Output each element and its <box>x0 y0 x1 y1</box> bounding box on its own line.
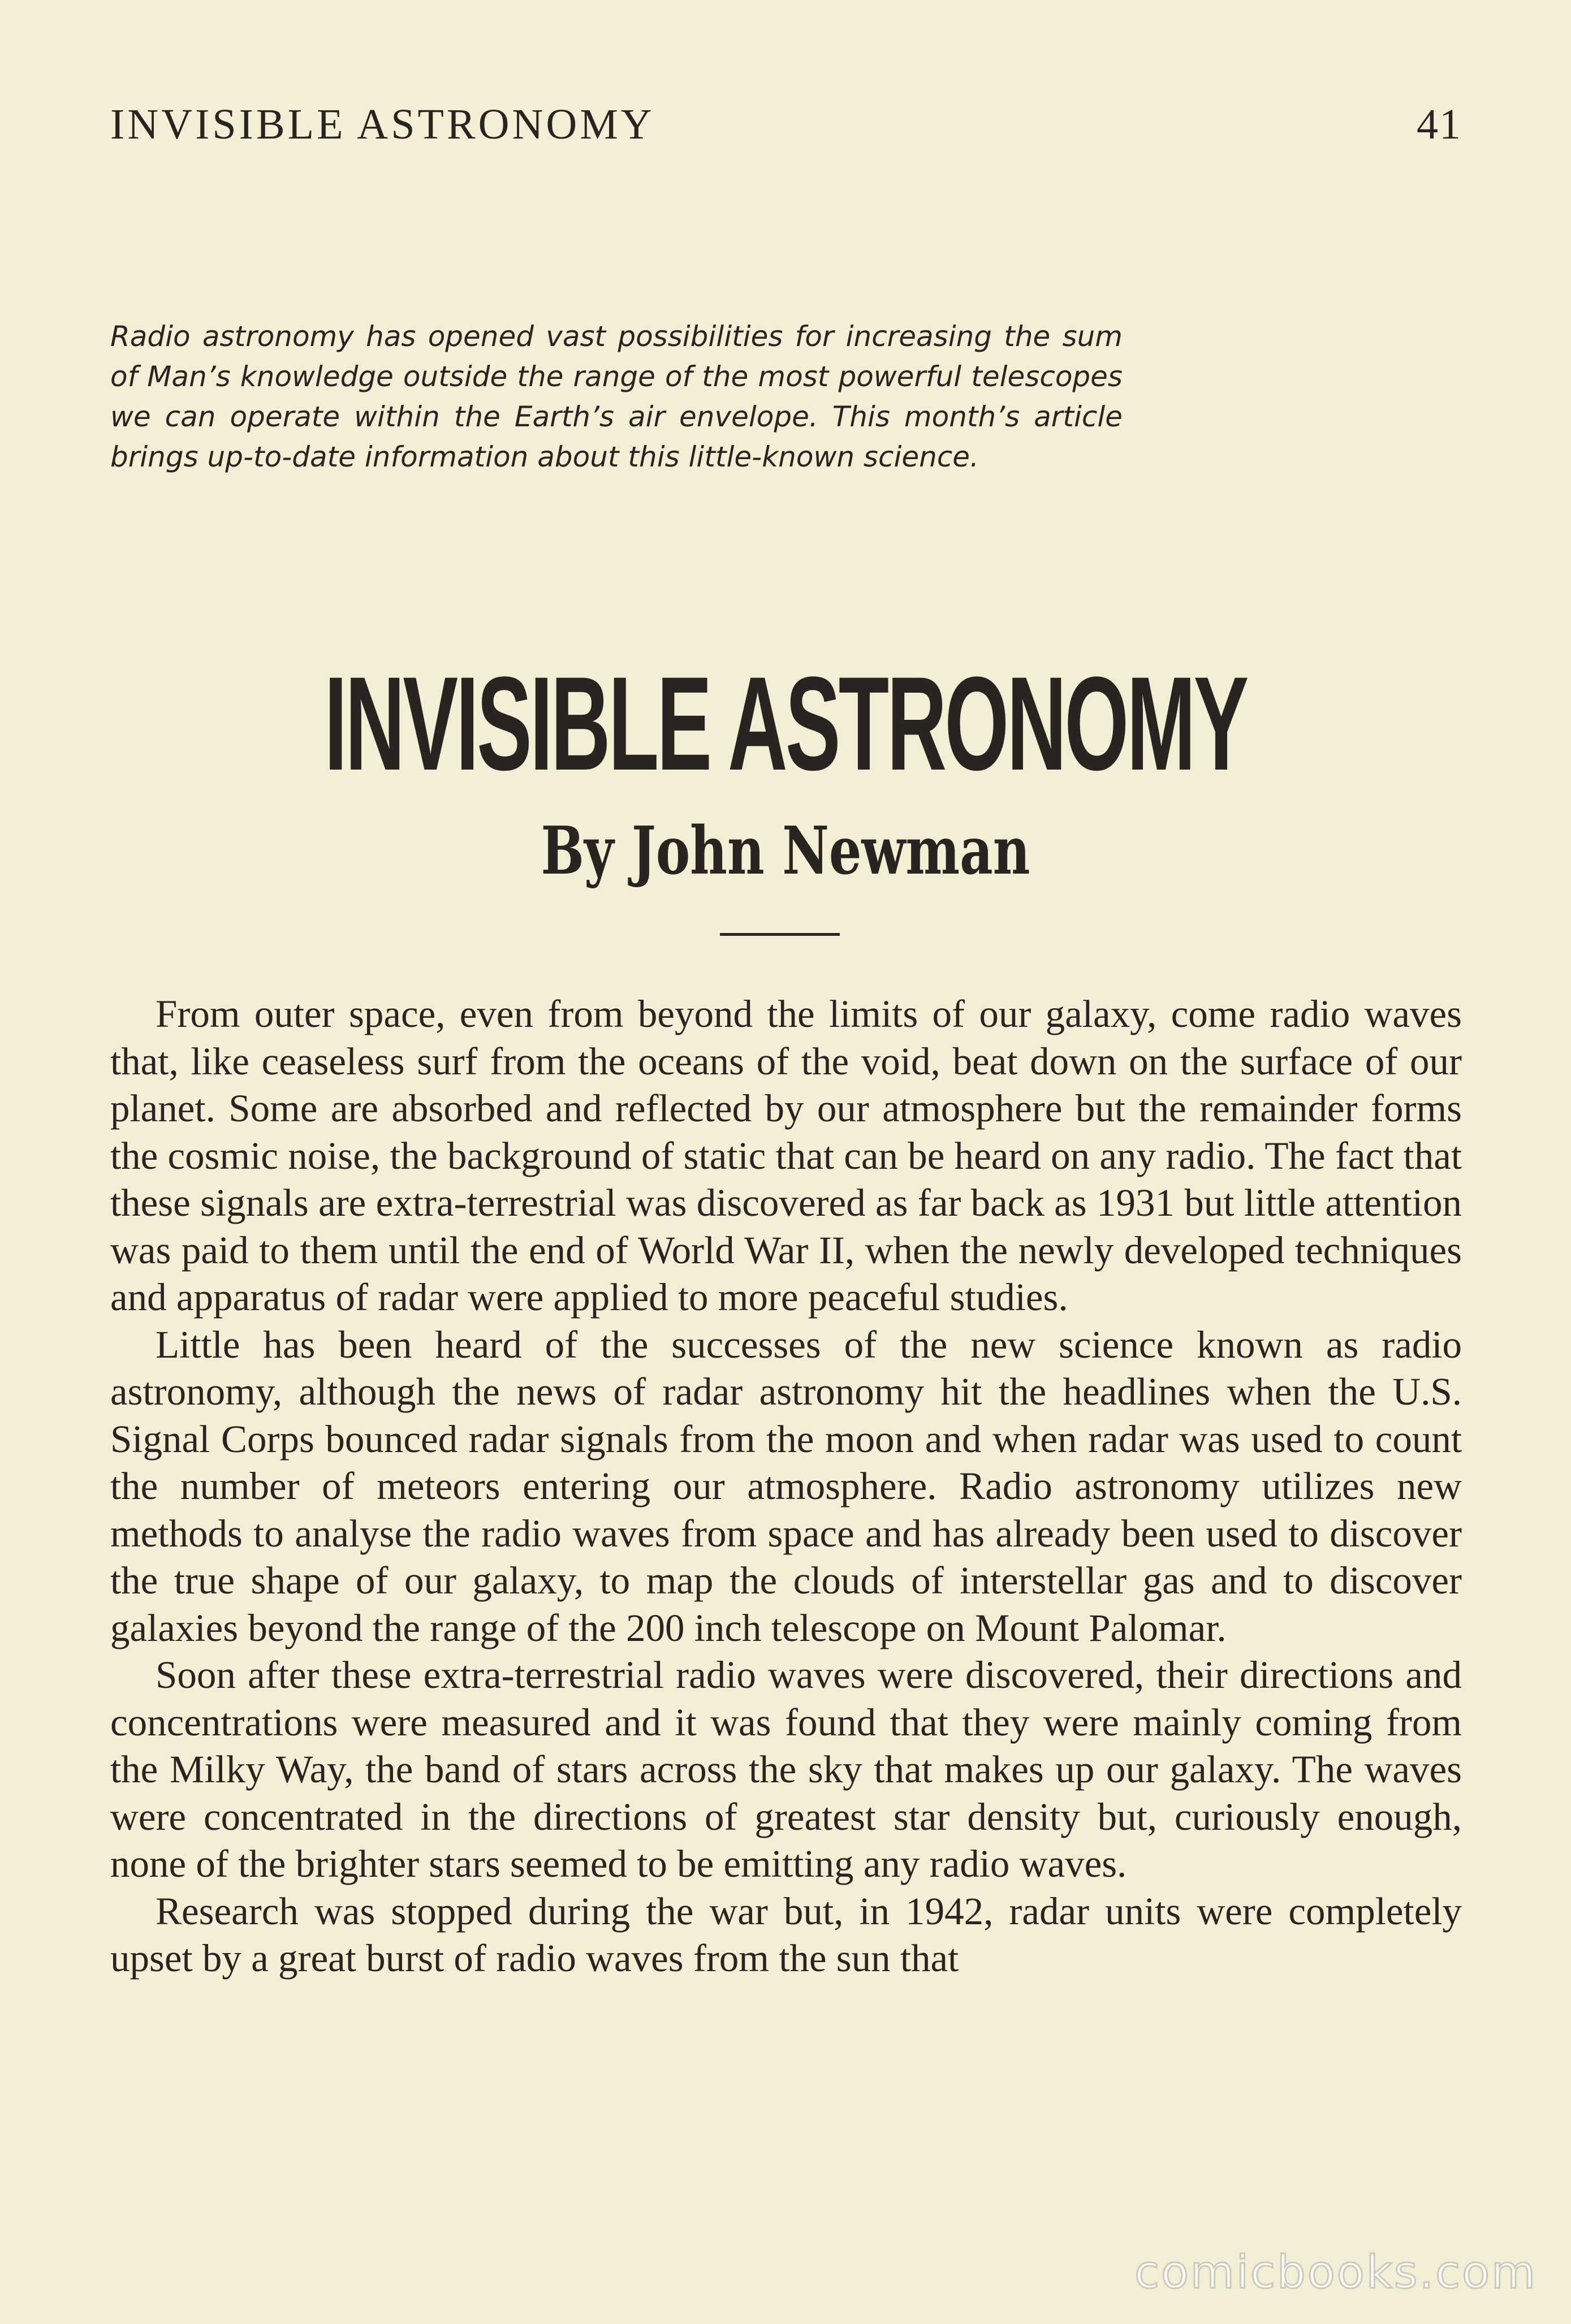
running-head <box>110 93 1462 155</box>
body-paragraph: Soon after these extra-terrestrial radio waves were discovered, their directions and concentrations were measured and it was found that they were mainly coming from the Milky Way, the band of stars across the sky that makes up our galaxy. The waves were concentrated in the directions of greatest star density but, curiously enough, none of the brighter stars seemed to be emitting any radio waves. <box>110 1653 1462 1885</box>
article-title: INVISIBLE ASTRONOMY <box>324 649 1247 798</box>
body-paragraph: From outer space, even from beyond the limits of our galaxy, come radio waves that, like ceaseless surf from the oceans of the void, beat down on the surface of our planet. Some are absorbed and reflected by our atmosphere but the remainder forms the cosmic noise, the background of static that can be heard on any radio. The fact that these signals are extra-terrestrial was discovered as far back as 1931 but little attention was paid to them until the end of World War II, when the newly developed techniques and apparatus of radar were applied to more peaceful studies. <box>110 992 1462 1319</box>
article-body <box>110 991 1462 1982</box>
title-divider <box>720 933 840 936</box>
article-byline: By John Newman <box>541 813 1030 889</box>
running-head-title: INVISIBLE ASTRONOMY <box>110 101 655 148</box>
body-paragraph: Little has been heard of the successes of the new science known as radio astronomy, although the news of radar astronomy hit the headlines when the U.S. Signal Corps bounced radar signals from the moon and when radar was used to count the number of meteors entering our atmosphere. Radio astronomy utilizes new methods to analyse the radio waves from space and has already been used to discover the true shape of our galaxy, to map the clouds of interstellar gas and to discover galaxies beyond the range of the 200 inch telescope on Mount Palomar. <box>110 1323 1462 1649</box>
watermark: comicbooks.com <box>1134 2246 1537 2299</box>
page-number: 41 <box>1417 101 1462 148</box>
body-paragraph: Research was stopped during the war but, in 1942, radar units were completely upset by a great burst of radio waves from the sun that <box>110 1889 1462 1980</box>
intro-blurb: Radio astronomy has opened vast possibilities for increasing the sum of Man’s knowledge outside the range of the most powerful telescopes we can operate within the Earth’s air envelope. This month’s article brings up-to-date information about this little-known science. <box>110 320 1123 473</box>
